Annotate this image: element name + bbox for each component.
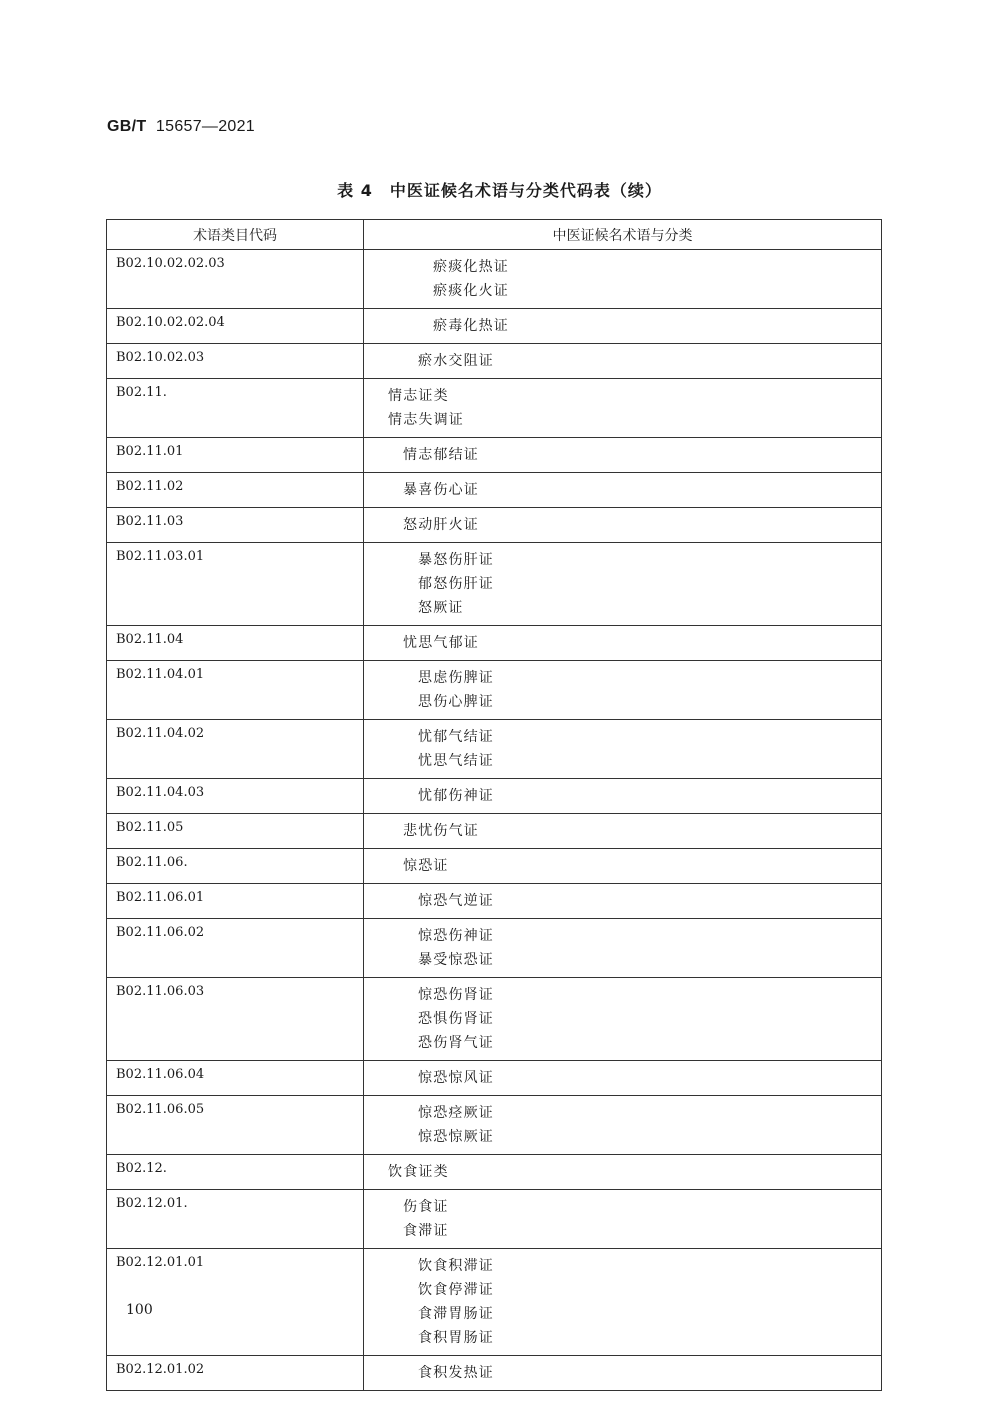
syndrome-term: 暴喜伤心证	[403, 482, 479, 498]
table-row	[107, 779, 882, 814]
syndrome-term: 瘀痰化火证	[433, 283, 509, 299]
syndrome-terms	[364, 344, 882, 379]
code-table	[106, 219, 882, 1391]
syndrome-terms	[364, 626, 882, 661]
table-row	[107, 661, 882, 720]
syndrome-terms	[364, 849, 882, 884]
category-code: B02.11.06.	[107, 849, 364, 884]
category-code: B02.10.02.02.04	[107, 309, 364, 344]
category-code: B02.11.06.01	[107, 884, 364, 919]
syndrome-terms	[364, 1356, 882, 1391]
syndrome-term: 惊恐伤神证	[418, 928, 494, 944]
syndrome-term: 思虑伤脾证	[418, 670, 494, 686]
syndrome-term: 忧思气结证	[418, 753, 494, 769]
syndrome-terms	[364, 508, 882, 543]
syndrome-term: 瘀毒化热证	[433, 318, 509, 334]
category-code: B02.10.02.02.03	[107, 250, 364, 309]
syndrome-terms	[364, 250, 882, 309]
syndrome-terms	[364, 978, 882, 1061]
table-row	[107, 1190, 882, 1249]
category-code: B02.12.01.	[107, 1190, 364, 1249]
table-row	[107, 814, 882, 849]
syndrome-term: 暴受惊恐证	[418, 952, 494, 968]
syndrome-term: 郁怒伤肝证	[418, 576, 494, 592]
syndrome-term: 恐惧伤肾证	[418, 1011, 494, 1027]
table-row	[107, 379, 882, 438]
syndrome-terms	[364, 1249, 882, 1356]
syndrome-term: 恐伤肾气证	[418, 1035, 494, 1051]
table-row	[107, 1249, 882, 1356]
table-row	[107, 473, 882, 508]
category-code: B02.12.01.01	[107, 1249, 364, 1356]
syndrome-terms	[364, 543, 882, 626]
syndrome-term: 怒厥证	[418, 600, 464, 616]
syndrome-term: 情志郁结证	[403, 447, 479, 463]
category-code: B02.12.01.02	[107, 1356, 364, 1391]
syndrome-term: 惊恐气逆证	[418, 893, 494, 909]
syndrome-term: 惊恐惊厥证	[418, 1129, 494, 1145]
table-title: 表 4 中医证候名术语与分类代码表（续）	[337, 181, 662, 200]
table-row	[107, 626, 882, 661]
table-row	[107, 978, 882, 1061]
table-row	[107, 508, 882, 543]
syndrome-terms	[364, 884, 882, 919]
syndrome-term: 惊恐惊风证	[418, 1070, 494, 1086]
category-code: B02.11.06.02	[107, 919, 364, 978]
syndrome-terms	[364, 1061, 882, 1096]
category-code: B02.11.	[107, 379, 364, 438]
category-code: B02.11.06.04	[107, 1061, 364, 1096]
category-code: B02.11.03.01	[107, 543, 364, 626]
syndrome-term: 食滞胃肠证	[418, 1306, 494, 1322]
table-row	[107, 309, 882, 344]
category-code: B02.10.02.03	[107, 344, 364, 379]
table-row	[107, 344, 882, 379]
syndrome-term: 饮食证类	[388, 1164, 449, 1180]
category-code: B02.11.03	[107, 508, 364, 543]
syndrome-terms	[364, 1155, 882, 1190]
syndrome-term: 伤食证	[403, 1199, 449, 1215]
syndrome-term: 食滞证	[403, 1223, 449, 1239]
syndrome-term: 暴怒伤肝证	[418, 552, 494, 568]
syndrome-term: 思伤心脾证	[418, 694, 494, 710]
table-body	[107, 250, 882, 1391]
syndrome-term: 惊恐证	[403, 858, 449, 874]
column-header-terms: 中医证候名术语与分类	[364, 220, 882, 250]
table-row	[107, 1356, 882, 1391]
standard-header	[107, 118, 255, 136]
syndrome-term: 瘀水交阻证	[418, 353, 494, 369]
table-row	[107, 1155, 882, 1190]
syndrome-terms	[364, 779, 882, 814]
standard-number: 15657—2021	[155, 118, 256, 135]
table-row	[107, 543, 882, 626]
category-code: B02.11.06.05	[107, 1096, 364, 1155]
syndrome-term: 悲忧伤气证	[403, 823, 479, 839]
table-row	[107, 884, 882, 919]
table-row	[107, 919, 882, 978]
syndrome-term: 饮食停滞证	[418, 1282, 494, 1298]
syndrome-term: 情志证类	[388, 388, 449, 404]
syndrome-terms	[364, 473, 882, 508]
category-code: B02.11.04.03	[107, 779, 364, 814]
category-code: B02.11.04.02	[107, 720, 364, 779]
syndrome-terms	[364, 438, 882, 473]
table-row	[107, 250, 882, 309]
category-code: B02.12.	[107, 1155, 364, 1190]
page-number: 100	[126, 1302, 153, 1318]
syndrome-terms	[364, 1190, 882, 1249]
table-row	[107, 438, 882, 473]
table-row	[107, 1061, 882, 1096]
category-code: B02.11.04	[107, 626, 364, 661]
syndrome-term: 瘀痰化热证	[433, 259, 509, 275]
syndrome-terms	[364, 720, 882, 779]
syndrome-terms	[364, 919, 882, 978]
category-code: B02.11.06.03	[107, 978, 364, 1061]
syndrome-term: 情志失调证	[388, 412, 464, 428]
syndrome-term: 惊恐痉厥证	[418, 1105, 494, 1121]
syndrome-terms	[364, 661, 882, 720]
syndrome-term: 怒动肝火证	[403, 517, 479, 533]
syndrome-term: 忧郁气结证	[418, 729, 494, 745]
syndrome-terms	[364, 814, 882, 849]
syndrome-term: 食积胃肠证	[418, 1330, 494, 1346]
table-header-row	[107, 220, 882, 250]
syndrome-term: 食积发热证	[418, 1365, 494, 1381]
category-code: B02.11.05	[107, 814, 364, 849]
table-row	[107, 720, 882, 779]
syndrome-term: 忧思气郁证	[403, 635, 479, 651]
category-code: B02.11.04.01	[107, 661, 364, 720]
syndrome-terms	[364, 1096, 882, 1155]
table-row	[107, 1096, 882, 1155]
syndrome-terms	[364, 309, 882, 344]
syndrome-term: 忧郁伤神证	[418, 788, 494, 804]
category-code: B02.11.01	[107, 438, 364, 473]
table-row	[107, 849, 882, 884]
category-code: B02.11.02	[107, 473, 364, 508]
standard-code: GB/T	[107, 118, 147, 135]
syndrome-terms	[364, 379, 882, 438]
column-header-code: 术语类目代码	[107, 220, 364, 250]
syndrome-term: 惊恐伤肾证	[418, 987, 494, 1003]
syndrome-term: 饮食积滞证	[418, 1258, 494, 1274]
